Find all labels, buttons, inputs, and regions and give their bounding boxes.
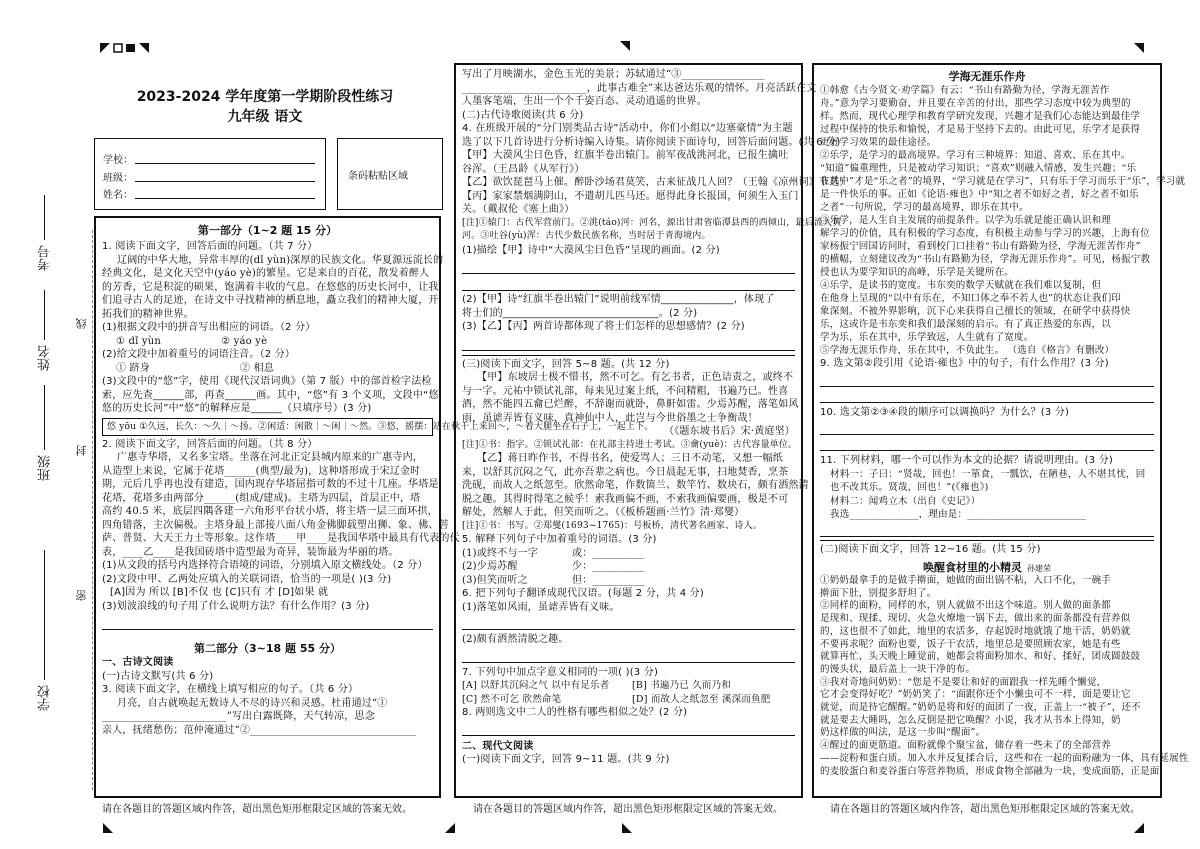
barcode-label: 条码粘贴区域 xyxy=(348,171,408,182)
q2-text-7: 表，____乙____是我国砖塔中造型最为奇异，装饰最为华丽的塔。 xyxy=(102,546,399,558)
story-title: 唤醒食材里的小精灵 xyxy=(922,561,1022,574)
q1-title: 1. 阅读下面文字，回答后面的问题。（共 7 分） xyxy=(102,241,318,252)
wenB-3: 脱之趣。其得时得笔之候乎！索我画偏不画，不索我画偏要画，极是不可 xyxy=(462,493,789,505)
bottom-center-right-marker xyxy=(622,818,632,837)
q1-3b: 索，应先查______部，再查______画。其中，“悠”有 3 个义项，文段中“悠 xyxy=(102,389,439,401)
q2-text-5: 四角错落，主次偏极。主塔身最上部接八面八角金佛脚载塑出狮、象、佛、菩 xyxy=(102,519,449,531)
essay-title: 学海无涯乐作舟 xyxy=(948,70,1026,83)
q7b[interactable]: [B] 书遍乃已 久而乃和 xyxy=(632,680,732,691)
wenB-0: 【乙】蒋日昨作书，不得书名，使爱骂人；三日不动笔，又想一幅纸 xyxy=(477,453,783,464)
wenA-2: 酒，然不能四五龠已烂醉，不辞谢而就卧，鼻鼾如雷。少焉苏醒，落笔如风 xyxy=(462,399,799,410)
essay-12: 家杨振宁回国访问时，看到校门口挂着“书山有路勤为径，学海无涯苦作舟” xyxy=(820,241,1141,252)
q1-dictionary-box: 悠 yōu ①久远，长久：～久｜～扬。②闲适：闲散｜～闲｜～然。③悠，摇摆：站在秋千上来回～，～着大腿坐在石子上，一起上下。 xyxy=(102,418,433,436)
essay-18: 乐，这或许是韦东奕和我们最深刻的启示。有了真正热爱的东西，以 xyxy=(820,319,1112,330)
footer-col1: 请在各题目的答题区域内作答，超出黑色矩形框限定区域的答案无效。 xyxy=(102,804,412,815)
q1-text-1: 经典文化，是文化天空中(yáo yè)的繁星。它是来自的百花，散发着醉人 xyxy=(102,268,430,279)
q1-2a: ① 跻身 xyxy=(116,362,150,374)
q1-1b: ② yáo yè xyxy=(221,335,268,347)
side-underline-school xyxy=(44,550,45,680)
poem-4: 关。（戴叔伦《塞上曲》） xyxy=(462,204,575,215)
poem-note-0: [注]①辕门：古代军营前门。②洮(táo)河：河名，源出甘肃省临潭县西的西倾山，最后流入黄 xyxy=(462,217,842,228)
story-15: 的麦胶蛋白和麦谷蛋白等营养物质，形成食物全部融为一块，变成面筋，正是面 xyxy=(820,765,1160,777)
q11: 11. 下列材料，哪一个可以作为本文的论据？请说明理由。(3 分) xyxy=(820,455,1114,466)
q8: 8. 两则选文中二人的性格有哪些相似之处？(2 分) xyxy=(462,707,688,718)
wenA-0: 【甲】东坡居士极不惜书，然不可乞。有乞书者，正色诘责之，或终不 xyxy=(477,372,794,383)
q6b-answer-line[interactable] xyxy=(462,650,795,663)
q9-answer-line-a[interactable] xyxy=(820,374,1154,387)
footer-col2: 请在各题目的答题区域内作答，超出黑色矩形框限定区域的答案无效。 xyxy=(473,804,783,815)
q3-text-1: ________________________”写出白露既降，天气转凉，思念 xyxy=(102,711,375,722)
bottom-left-marker xyxy=(103,818,113,837)
poem-1: 谷浑。（王昌龄《从军行》） xyxy=(462,163,585,175)
name-label: 姓名： xyxy=(103,190,133,201)
q5c-answer[interactable]: 但：__________ xyxy=(572,574,645,586)
side-label-exam-no: 考号 xyxy=(38,245,53,271)
q11a2: 也不改其乐。贤哉，回也！”(《雍也》) xyxy=(830,482,989,493)
q1-3: (3)文段中的“悠”字，使用《现代汉语词典》（第 7 版）中的部首检字法检 xyxy=(102,376,432,387)
poem-note-1: 河。③吐谷(yù)浑：古代少数民族名称，当时居于青海境内。 xyxy=(462,231,711,241)
q10-answer-line-a[interactable] xyxy=(820,422,1154,435)
side-label-mi: 密 xyxy=(75,590,88,601)
q2-2: (2)文段中甲、乙两处应填入的关联词语，恰当的一项是( )(3 分) xyxy=(102,573,392,585)
q5a-answer[interactable]: 或：__________ xyxy=(572,547,645,559)
essay-13: 的横幅，立刻建议改为“书山有路勤为径，学海无涯乐作舟”。可见，杨振宁教 xyxy=(820,254,1151,265)
q2-3: (3)划波浪线的句子用了什么说明方法？有什么作用？(3 分) xyxy=(102,600,370,612)
top-center-marker xyxy=(620,36,630,55)
story-10: 就觉，而是待它醒醒。”奶奶是将和好的面团了一夜，正盖上一“被子”，还不 xyxy=(820,702,1141,714)
col2-top-2: 人墨客笔端，生出一个个千姿百态、灵动逍遥的世界。 xyxy=(462,96,707,107)
story-0: ①奶奶最拿手的是做手擀面，她做的面出锅不粘，入口不化，一碗手 xyxy=(820,575,1112,586)
side-label-class: 班级 xyxy=(38,455,53,481)
barcode-area xyxy=(337,138,443,210)
binding-dashed-line xyxy=(92,230,93,790)
q1-text-0: 辽阔的中华大地，异常丰厚的(dǐ yùn)深厚的民族文化。华夏源远流长的 xyxy=(117,254,444,266)
bottom-right-marker xyxy=(1134,818,1144,837)
poem-3: 【丙】家家禁烟满阴山，不遣胡儿匹马还。愿得此身长报国，何须生入玉门 xyxy=(462,190,799,202)
q7a[interactable]: [A] 以舒其沉闷之气 以中有足乐者 xyxy=(462,680,610,691)
q11-answer-line[interactable] xyxy=(820,524,1154,537)
exam-subtitle: 九年级 语文 xyxy=(227,109,303,125)
q5: 5. 解释下列句子中加着重号的词语。(3 分) xyxy=(462,534,657,545)
q2-text-4: 高约 40.5 米，底层四隅各建一六角形平台状小塔，将主塔一层三面环拱， xyxy=(102,506,438,517)
essay-1: 舟。”意为学习要勤奋，并且要在辛苦的付出，那些学习态度中较为典型的 xyxy=(820,98,1131,109)
q11c[interactable]: 我选______________，理由是：________________________ xyxy=(830,509,1087,520)
essay-17: 象深刻。不被外界影响，沉下心来获得自己擅长的领域，在研学中获得快 xyxy=(820,306,1131,317)
story-7: 的馒头状，最后盖上一块干净的布。 xyxy=(820,663,976,675)
q5a: (1)或终不与一字 xyxy=(462,547,538,559)
q4-1-answer-line-b[interactable] xyxy=(462,278,795,291)
q4-1: (1)描绘【甲】诗中“大漠风尘日色昏”呈现的画面。(2 分) xyxy=(462,244,720,256)
student-info-box xyxy=(94,138,326,210)
part2-title: 第二部分（3~18 题 55 分） xyxy=(194,642,341,655)
section-story: (二)阅读下面文字，回答 12~16 题。(共 15 分) xyxy=(820,540,1154,557)
side-label-name: 姓名 xyxy=(38,345,53,371)
side-underline-examno xyxy=(44,195,45,240)
essay-16: 在他身上呈现的“以中有乐在，不知口体之奉不若人也”的状态让我们印 xyxy=(820,293,1122,304)
q4-2b: 将士们的______________________________。(2 分) xyxy=(462,307,698,319)
story-12: 奶这样做的叫法，是这一步叫“醒面”。 xyxy=(820,727,986,739)
poem-2: 【乙】欲饮琵琶马上催。醉卧沙场君莫笑，古来征战几人回？（王翰《凉州词》节选） xyxy=(462,177,850,188)
wenB-1: 来，以舒其沉闷之气，此亦吾辈之病也。今日晨起无事，扫地焚香，烹茶 xyxy=(462,466,789,478)
q9-answer-line-b[interactable] xyxy=(820,390,1154,403)
q3-text-0: 月亮，自古就唤起无数诗人不尽的诗兴和灵感。杜甫通过“① xyxy=(117,697,388,709)
wenB-2: 洗砚，而故人之纸忽至。欣然命笔，作数箇兰、数竿竹、数块石，颇有洒然清 xyxy=(462,480,809,491)
section-ancient: 一、古诗文阅读 xyxy=(102,657,174,668)
q1-text-4: 拓我们的精神世界。 xyxy=(102,308,194,320)
wenA-3: 雨，虽谑弄皆有义味，真神仙中人，此岂与今世俗墨之士争衡哉！ xyxy=(462,412,758,424)
q4-2a: (2)【甲】诗“红旗半卷出辕门”说明前线军情______________，体现了 xyxy=(462,294,775,305)
corner-triangle-icon xyxy=(620,41,630,51)
side-label-feng: 封 xyxy=(75,445,88,456)
essay-0: ①韩愈《古今贤文·劝学篇》有云：“书山有路勤为径，学海无涯苦作 xyxy=(820,85,1110,96)
essay-5: ②乐学，是学习的最高境界。学习有三种境界：知道、喜欢、乐在其中。 xyxy=(820,150,1131,161)
q1-3c: 悠的历史长河”中“悠”的解释应是______（只填序号）(3 分) xyxy=(102,403,372,414)
q11a: 材料一：子曰：“贤哉，回也！一箪食，一瓢饮，在陋巷，人不堪其忧，回 xyxy=(830,468,1146,480)
q2-1: (1)从文段的括号内选择符合语境的词语，分别填入原文横线处。（2 分） xyxy=(102,560,428,571)
q1-text-2: 的芳香，它是积淀的硕果，饱满着丰收的气息。在悠悠的历史长河中，让我 xyxy=(102,281,439,293)
section-ancient-1: (一)古诗文默写(共 6 分) xyxy=(102,670,214,682)
q1-1: (1)根据文段中的拼音写出相应的词语。（2 分） xyxy=(102,322,316,333)
q2-text-6: 萨、普贤、大天王力士等形象。这作塔____甲____是我国华塔中最具有代表的代 xyxy=(102,533,460,544)
wenA-1: 与一字。元祐中锁试礼部，每来见过案上纸，不问精粗，书遍乃已。性喜 xyxy=(462,385,789,397)
q10: 10. 选文第②③④段的顺序可以调换吗？为什么？(3 分) xyxy=(820,406,1070,418)
side-underline-name xyxy=(44,290,45,340)
essay-10: ③乐学，是人生自主发展的前提条件。以学为乐就是能正确认识和理 xyxy=(820,215,1112,226)
q9: 9. 选文第②段引用《论语·雍也》中的句子，有什么作用？(3 分) xyxy=(820,358,1109,369)
corner-triangle-icon xyxy=(445,823,455,833)
essay-11: 解学习的价值，具有积极的学习态度，有积极主动参与学习的兴趣，上海有位 xyxy=(820,228,1150,239)
bottom-center-left-marker xyxy=(445,818,455,837)
part1-title: 第一部分（1~2 题 15 分） xyxy=(197,224,338,237)
wenB-4: 解处，然解人于此，但笑而听之。（《板桥题画·兰竹》清·郑燮） xyxy=(462,507,745,518)
q6a-answer-line[interactable] xyxy=(462,617,795,630)
q7c[interactable]: [C] 然不可乞 欣然命笔 xyxy=(462,693,562,705)
q5b-answer[interactable]: 少：__________ xyxy=(572,561,645,572)
side-underline-class xyxy=(44,385,45,450)
q2-title: 2. 阅读下面文字，回答后面的问题。（共 8 分） xyxy=(102,438,318,450)
essay-2: 样。然而，现代心理学和教育学研究发现，兴趣才是我们心态能达到最佳学 xyxy=(820,111,1141,122)
q4-1-answer-line-a[interactable] xyxy=(462,261,795,274)
story-9: 它才会变得好吃？”奶奶笑了：“面跟你还个小懒虫可不一样，面是要让它 xyxy=(820,689,1131,701)
essay-20: ⑤学海无涯乐作舟，乐在其中，不负此生。 （选自《格言》有删改） xyxy=(820,345,1115,356)
name-input[interactable] xyxy=(135,198,315,199)
section-poetry: (二)古代诗歌阅读(共 6 分) xyxy=(462,109,584,121)
q6a: (1)落笔如风雨，虽谑弄皆有义味。 xyxy=(462,601,620,613)
q8-answer-line[interactable] xyxy=(462,723,795,736)
story-5: 不要再求呢？面粉也要，饭子干农活，地里总是要照顾农家，她是有些 xyxy=(820,638,1121,650)
poem-0: 【甲】大漠风尘日色昏，红旗半卷出辕门。前军夜战洮河北，已报生擒吐 xyxy=(462,150,789,161)
side-label-xian: 线 xyxy=(75,318,88,329)
q4-3: (3)【乙】【丙】两首诗都体现了将士们怎样的思想感情？(2 分) xyxy=(462,321,745,332)
essay-8: 是一件快乐的事。正如《论语·雍也》中“知之者不如好之者，好之者不如乐 xyxy=(820,189,1139,200)
answer-column-2 xyxy=(454,63,850,798)
class-input[interactable] xyxy=(135,181,315,182)
col2-top-1: ________________________，此事古难全”来达爸达乐观的情怀。月亮活跃在文 xyxy=(462,82,817,94)
essay-19: 学为乐，乐在其中，乐学致远，人生就有了宽度。 xyxy=(820,332,1034,343)
q6: 6. 把下列句子翻译成现代汉语。(每题 2 分，共 4 分) xyxy=(462,588,704,599)
wenA-4: （《题东坡书后》宋·黄庭坚） xyxy=(664,426,795,437)
corner-triangle-icon xyxy=(103,823,113,833)
q2-text-3: 花塔，花塔多由两部分______(组成/建成)。主塔为四层，首层正中，塔 xyxy=(102,492,421,504)
school-label: 学校： xyxy=(103,155,133,166)
top-right-marker xyxy=(1134,38,1144,57)
q5b: (2)少焉苏醒 xyxy=(462,561,518,572)
q2-2-options: [A]因为 所以 [B]不仅 也 [C]只有 才 [D]如果 就 xyxy=(110,587,329,598)
section-modern-1: (一)阅读下面文字，回答 9~11 题。(共 9 分) xyxy=(462,754,670,765)
q2-text-0: 广惠寺华塔，又名多宝塔。坐落在河北正定县城内原来的广惠寺内， xyxy=(117,452,423,463)
answer-column-3 xyxy=(812,63,1189,798)
q1-text-3: 们追寻古人的足迹，在诗文中寻找精神的栖息地，矗立我们的精神大厦，开 xyxy=(102,295,439,306)
q2-text-2: 期，元后几乎再也没有建造，国内现存华塔屈指可数的不过十几座。华塔是 xyxy=(102,479,439,490)
q1-2b: ② 相息 xyxy=(239,362,274,374)
story-14: ——淀粉和蛋白质。加入水并反复揉合后，这些和在一起的面粉融为一体，具有延展性 xyxy=(820,752,1189,764)
q4-title: 4. 在班级开展的“分门别类品古诗”活动中，你们小组以“边塞豪情”为主题 xyxy=(462,123,793,134)
q4-title-2: 选了以下几首诗进行分析诗编入诗集。请你阅读下面诗句，回答后面问题。(共 6 分) xyxy=(462,136,841,148)
story-13: ④醒过的面更筋道。面粉就像个聚宝盆，储存着一些未了的全部营养 xyxy=(820,740,1112,752)
q7: 7. 下列句中加点字意义相同的一项( )(3 分) xyxy=(462,666,659,678)
section-classical: (三)阅读下面文字，回答 5~8 题。(共 12 分) xyxy=(462,355,795,372)
q3-text-2: 亲人，抚绪愁伤；范仲淹通过“②________________________________ xyxy=(102,724,417,736)
corner-triangle-icon xyxy=(622,823,632,833)
q1-2: (2)给文段中加着重号的词语注音。（2 分） xyxy=(102,349,296,360)
story-2: ②同样的面粉，同样的水，别人就做不出这个味道。别人做的面条都 xyxy=(820,600,1112,612)
story-3: 是现和、现揉、现切、火急火燎地一锅下去，做出来的面条都没有营养似 xyxy=(820,613,1131,625)
story-11: 就是要去大睡吗，怎么反倒是把它唤醒？小说，我才从书本上得知，奶 xyxy=(820,714,1121,726)
essay-15: ④乐学，是读书的宽度。韦东奕的数学天赋就在我们难以复制，但 xyxy=(820,280,1102,291)
noteB: [注]①书：书写。②郑燮(1693~1765)：号板桥，清代著名画家、诗人。 xyxy=(462,520,762,531)
section-modern: 二、现代文阅读 xyxy=(462,740,534,752)
story-6: 就算再忙，头天晚上睡觉前，她都会将面粉加水、和好、揉好，团成圆鼓鼓 xyxy=(820,651,1141,663)
exam-title: 2023-2024 学年度第一学期阶段性练习 xyxy=(136,89,394,105)
q5c: (3)但笑而听之 xyxy=(462,574,528,586)
story-author: 孙建荣 xyxy=(1027,564,1052,573)
q1-1a: ① dǐ yùn xyxy=(116,335,162,347)
corner-triangle-icon xyxy=(1134,823,1144,833)
q10-answer-line-b[interactable] xyxy=(820,438,1154,451)
essay-6: “知道”偏重理性，只是被动学习知识；“喜欢”则融入情感，发生兴趣；“乐 xyxy=(820,163,1137,174)
q2-text-1: 从造型上来说，它属于花塔______(典型/最为)，这种塔形成于宋辽金时 xyxy=(102,465,421,477)
essay-4: 更好学习效果的最佳途径。 xyxy=(820,137,937,148)
top-left-marker xyxy=(100,38,152,48)
corner-triangle-icon xyxy=(1134,43,1144,53)
essay-3: 过程中保持的快乐和愉悦，才是易于坚持下去的。由此可见，乐学才是获得 xyxy=(820,124,1141,135)
story-8: ③我对奇地问奶奶：“您是不是要让和好的面跟我一样先睡个懒觉， xyxy=(820,676,1107,688)
noteA: [注]①书：指字。②锁试礼部：在礼部主持进士考试。③龠(yuè)：古代容量单位。 xyxy=(462,439,798,450)
class-label: 班级： xyxy=(103,173,133,184)
story-1: 擀面下肚，别提多舒坦了。 xyxy=(820,587,937,599)
essay-9: 之者”一句所说，学习的最高境界，即乐在其中。 xyxy=(820,202,1029,213)
school-input[interactable] xyxy=(135,163,315,164)
q7d[interactable]: [D] 而故人之纸忽至 溪深而鱼肥 xyxy=(632,693,771,705)
q2-3-answer-line[interactable] xyxy=(102,617,433,630)
col2-top-0: 写出了月映湖水，金色玉光的美景；苏轼通过“③________________ xyxy=(462,69,765,80)
q4-3-answer-line[interactable] xyxy=(462,338,795,351)
footer-col3: 请在各题目的答题区域内作答，超出黑色矩形框限定区域的答案无效。 xyxy=(830,804,1140,815)
q6b: (2)颇有洒然清脱之趣。 xyxy=(462,634,569,645)
q11b: 材料二：闻鸡立木（出自《史记》） xyxy=(830,495,981,507)
side-label-school: 学校 xyxy=(38,685,53,711)
q3-title: 3. 阅读下面文字，在横线上填写相应的句子。（共 6 分） xyxy=(102,684,359,695)
story-4: 的，这也很不了如此，地里的农活多，存起饭时地就饿了地干活，奶奶就 xyxy=(820,625,1131,637)
essay-14: 授也认为要学知识的高峰，乐学是关键所在。 xyxy=(820,267,1015,278)
registration-marks-icon xyxy=(100,43,152,53)
essay-7: 在其中”才是“乐之者”的境界，“学习就是在学习”，只有乐于学习而乐于“乐”，学习就 xyxy=(820,176,1186,187)
